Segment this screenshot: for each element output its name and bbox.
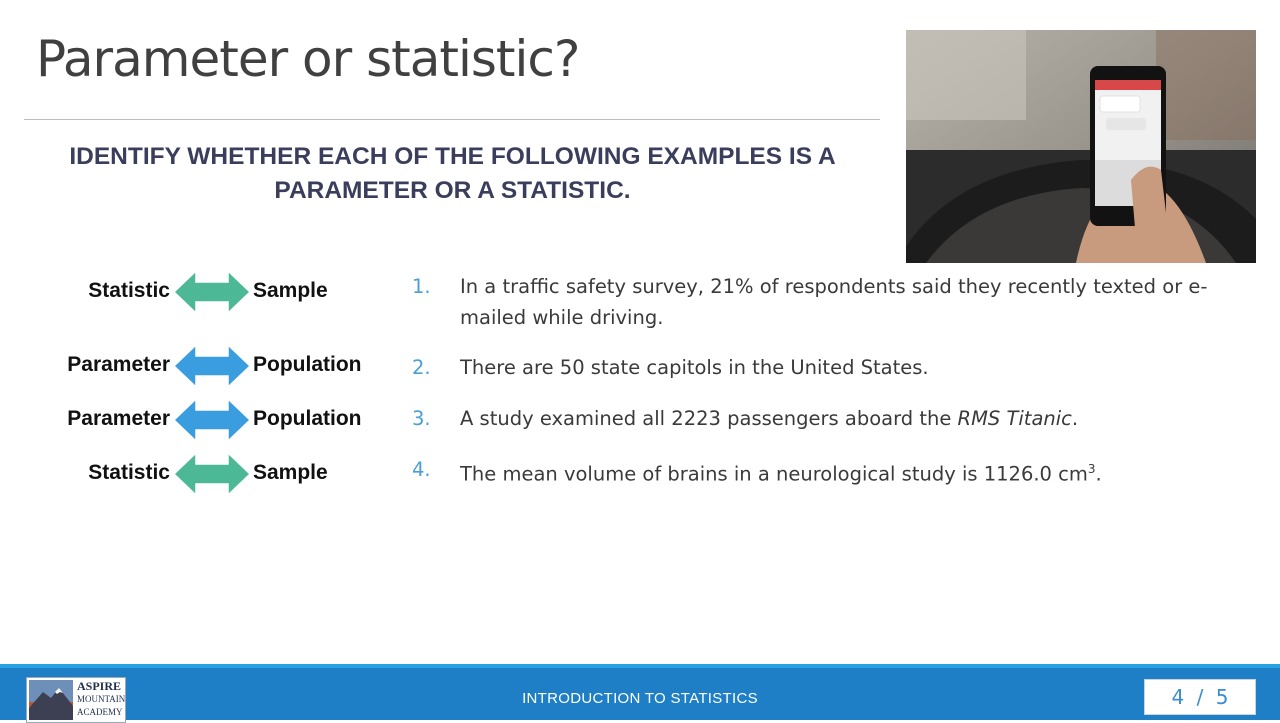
arrow-shape [174,453,250,495]
answer-term: Statistic [88,461,170,484]
double-headed-arrow-icon [174,270,250,314]
item-number: 2. [412,356,431,379]
slide-title: Parameter or statistic? [36,30,580,88]
arrow-shape [174,271,250,313]
page-indicator [1144,679,1256,715]
subtitle-line-2: PARAMETER OR A STATISTIC. [274,177,631,204]
item-number: 1. [412,275,431,298]
double-headed-arrow-icon [174,344,250,388]
footer-bar [0,664,1280,720]
item-text-end: . [1095,462,1102,486]
footer-title: INTRODUCTION TO STATISTICS [522,690,758,707]
arrow-shape [174,345,250,387]
answer-row [0,270,400,314]
ship-name: RMS Titanic [957,407,1072,430]
answer-concept: Sample [253,279,328,302]
subtitle-line-1: IDENTIFY WHETHER EACH OF THE FOLLOWING EXAMPLES IS A [69,143,836,170]
double-headed-arrow-icon [174,398,250,442]
answer-concept: Population [253,407,362,430]
slide-subtitle [30,140,875,208]
item-text-part: A study examined all 2223 passengers aboard the [460,407,958,430]
unit-exponent: 3 [1087,462,1096,476]
logo-text-line-1: ASPIRE [77,679,122,693]
answer-concept: Population [253,353,362,376]
page-separator: / [1196,685,1204,709]
page-current: 4 [1171,685,1185,709]
title-divider [24,119,880,120]
item-number: 4. [412,458,431,481]
page-total: 5 [1215,685,1229,709]
answer-concept: Sample [253,461,328,484]
item-text-end: . [1071,407,1079,430]
item-text-part: The mean volume of brains in a neurological study is 1126.0 cm [460,462,1088,486]
item-text: There are 50 state capitols in the United States. [460,356,929,379]
item-number: 3. [412,407,431,430]
item-text: In a traffic safety survey, 21% of respondents said they recently texted or e-mailed while driving. [460,275,1208,329]
item-text [460,454,1260,490]
answer-term: Statistic [88,279,170,302]
answer-term: Parameter [67,353,170,376]
logo-text-line-3: ACADEMY [77,707,123,717]
phone-while-driving-photo [906,30,1256,263]
answer-row [0,452,400,496]
logo-text-line-2: MOUNTAIN [77,694,126,704]
item-text [460,403,1260,434]
answer-row [0,344,400,388]
double-headed-arrow-icon [174,452,250,496]
answer-row [0,398,400,442]
answer-term: Parameter [67,407,170,430]
arrow-shape [174,399,250,441]
